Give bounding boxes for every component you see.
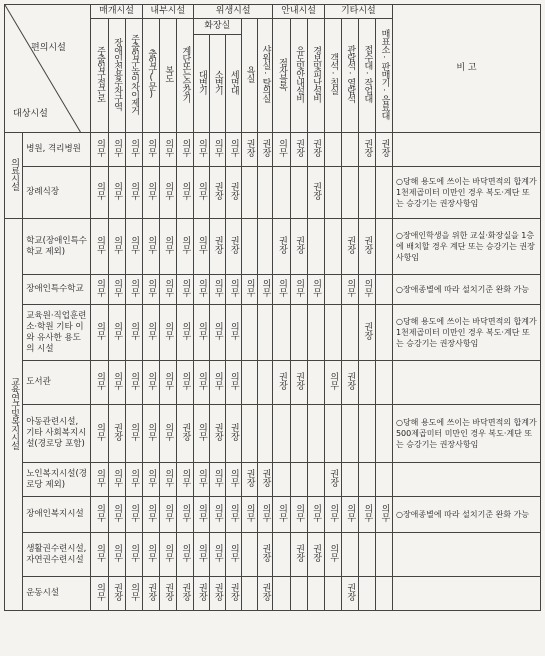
requirement-cell: 의무 bbox=[362, 503, 373, 522]
requirement-cell: 의무 bbox=[196, 138, 207, 157]
requirement-cell: 권장 bbox=[345, 582, 356, 601]
requirement-cell: 의무 bbox=[95, 468, 105, 487]
requirement-cell: 권장 bbox=[112, 582, 123, 601]
requirement-cell: 권장 bbox=[212, 181, 223, 200]
requirement-cell: 의무 bbox=[112, 503, 123, 522]
requirement-cell: 의무 bbox=[212, 321, 223, 340]
requirement-cell: 의무 bbox=[196, 468, 207, 487]
col-header: 장애인전용주차구역 bbox=[112, 37, 123, 110]
requirement-cell: 의무 bbox=[129, 138, 140, 157]
requirement-cell: 의무 bbox=[163, 422, 174, 441]
requirement-cell: 의무 bbox=[294, 503, 305, 522]
toilet-header: 화장실 bbox=[193, 19, 241, 35]
requirement-cell: 의무 bbox=[112, 321, 123, 340]
requirement-cell: 의무 bbox=[345, 503, 356, 522]
requirement-cell: 권장 bbox=[228, 582, 239, 601]
row-category: 장애인특수학교 bbox=[23, 275, 91, 305]
requirement-cell: 의무 bbox=[129, 181, 140, 200]
requirement-cell: 권장 bbox=[212, 422, 223, 441]
requirement-cell: 권장 bbox=[362, 235, 373, 254]
requirement-cell: 의무 bbox=[180, 543, 191, 562]
requirement-cell: 의무 bbox=[260, 503, 271, 522]
col-header: 객석·침실 bbox=[328, 53, 339, 94]
requirement-cell: 의무 bbox=[112, 278, 123, 297]
requirement-cell: 권장 bbox=[260, 138, 271, 157]
requirement-cell: 의무 bbox=[146, 468, 157, 487]
requirement-cell: 권장 bbox=[260, 468, 271, 487]
row-category: 장애인복지시설 bbox=[23, 497, 91, 533]
requirement-cell: 의무 bbox=[129, 582, 140, 601]
remark-note bbox=[392, 533, 540, 577]
col-header: 샤워실·탈의실 bbox=[260, 45, 271, 102]
requirement-cell: 권장 bbox=[228, 235, 239, 254]
requirement-cell: 권장 bbox=[311, 138, 322, 157]
requirement-cell: 의무 bbox=[95, 235, 105, 254]
requirement-cell: 의무 bbox=[129, 422, 140, 441]
requirement-cell: 의무 bbox=[112, 371, 123, 390]
requirement-cell: 권장 bbox=[277, 371, 288, 390]
requirement-cell: 의무 bbox=[163, 235, 174, 254]
table-row bbox=[5, 167, 541, 219]
requirement-cell: 의무 bbox=[146, 543, 157, 562]
table-row bbox=[5, 405, 541, 463]
requirement-cell: 권장 bbox=[294, 371, 305, 390]
requirement-cell: 의무 bbox=[260, 278, 271, 297]
requirement-cell: 권장 bbox=[228, 422, 239, 441]
facility-table bbox=[4, 4, 541, 611]
group-header-sanitary: 위생시설 bbox=[193, 5, 273, 19]
requirement-cell: 의무 bbox=[129, 503, 140, 522]
remark-note: ○당해 용도에 쓰이는 바닥면적의 합계가 1천제곱미터 미만인 경우 복도·계단 또는 승강기는 권장사항임 bbox=[392, 167, 540, 219]
table-row bbox=[5, 361, 541, 405]
requirement-cell: 의무 bbox=[228, 543, 239, 562]
requirement-cell: 의무 bbox=[328, 371, 339, 390]
header-corner bbox=[5, 5, 91, 133]
row-category: 학교(장애인특수학교 제외) bbox=[23, 219, 91, 275]
requirement-cell: 권장 bbox=[294, 138, 305, 157]
requirement-cell: 의무 bbox=[95, 181, 105, 200]
requirement-cell: 의무 bbox=[129, 468, 140, 487]
side-label-edu: 교육연구및복지시설 bbox=[9, 376, 20, 449]
requirement-cell: 의무 bbox=[95, 422, 105, 441]
requirement-cell: 권장 bbox=[362, 321, 373, 340]
requirement-cell: 의무 bbox=[129, 371, 140, 390]
requirement-cell: 의무 bbox=[196, 235, 207, 254]
row-category: 아동관련시설, 기타 사회복지시설(경로당 포함) bbox=[23, 405, 91, 463]
requirement-cell: 의무 bbox=[228, 138, 239, 157]
requirement-cell: 의무 bbox=[212, 138, 223, 157]
table-row bbox=[5, 275, 541, 305]
requirement-cell: 의무 bbox=[228, 278, 239, 297]
requirement-cell: 의무 bbox=[196, 543, 207, 562]
requirement-cell: 의무 bbox=[228, 503, 239, 522]
table-row bbox=[5, 577, 541, 611]
remark-note bbox=[392, 463, 540, 497]
remarks-header: 비 고 bbox=[392, 5, 540, 133]
requirement-cell: 의무 bbox=[328, 503, 339, 522]
requirement-cell: 권장 bbox=[328, 468, 339, 487]
requirement-cell: 의무 bbox=[163, 138, 174, 157]
requirement-cell: 의무 bbox=[277, 503, 288, 522]
row-category: 운동시설 bbox=[23, 577, 91, 611]
requirement-cell: 권장 bbox=[260, 543, 271, 562]
table-row bbox=[5, 497, 541, 533]
requirement-cell: 의무 bbox=[129, 321, 140, 340]
remark-note bbox=[392, 361, 540, 405]
col-header: 점자블록 bbox=[277, 57, 288, 90]
requirement-cell: 권장 bbox=[180, 422, 191, 441]
requirement-cell: 권장 bbox=[180, 582, 191, 601]
requirement-cell: 권장 bbox=[345, 371, 356, 390]
requirement-cell: 의무 bbox=[95, 278, 105, 297]
col-header: 소변기 bbox=[212, 69, 223, 94]
requirement-cell: 의무 bbox=[212, 371, 223, 390]
row-category: 장례식장 bbox=[23, 167, 91, 219]
requirement-cell: 의무 bbox=[163, 278, 174, 297]
requirement-cell: 의무 bbox=[180, 371, 191, 390]
requirement-cell: 의무 bbox=[95, 582, 105, 601]
requirement-cell: 권장 bbox=[244, 468, 255, 487]
requirement-cell: 의무 bbox=[95, 543, 105, 562]
requirement-cell: 의무 bbox=[129, 278, 140, 297]
table-row bbox=[5, 133, 541, 167]
col-header: 접수대·작업대 bbox=[362, 45, 373, 102]
requirement-cell: 의무 bbox=[163, 543, 174, 562]
col-header: 관람석·열람석 bbox=[345, 45, 356, 102]
group-header-access: 매개시설 bbox=[91, 5, 142, 19]
requirement-cell: 의무 bbox=[328, 543, 339, 562]
requirement-cell: 의무 bbox=[180, 181, 191, 200]
requirement-cell: 의무 bbox=[112, 543, 123, 562]
requirement-cell: 의무 bbox=[379, 503, 390, 522]
requirement-cell: 의무 bbox=[180, 321, 191, 340]
col-header: 세면대 bbox=[228, 69, 239, 94]
row-category: 생활권수련시설, 자연권수련시설 bbox=[23, 533, 91, 577]
group-header-interior: 내부시설 bbox=[142, 5, 193, 19]
requirement-cell: 의무 bbox=[112, 235, 123, 254]
requirement-cell: 의무 bbox=[311, 503, 322, 522]
table-row bbox=[5, 463, 541, 497]
requirement-cell: 의무 bbox=[311, 278, 322, 297]
requirement-cell: 의무 bbox=[146, 181, 157, 200]
table-row bbox=[5, 305, 541, 361]
requirement-cell: 의무 bbox=[146, 321, 157, 340]
requirement-cell: 의무 bbox=[294, 278, 305, 297]
requirement-cell: 권장 bbox=[163, 582, 174, 601]
requirement-cell: 권장 bbox=[244, 138, 255, 157]
remark-note bbox=[392, 577, 540, 611]
requirement-cell: 권장 bbox=[277, 235, 288, 254]
requirement-cell: 의무 bbox=[163, 503, 174, 522]
requirement-cell: 권장 bbox=[379, 138, 390, 157]
requirement-cell: 의무 bbox=[95, 503, 105, 522]
table-row bbox=[5, 219, 541, 275]
requirement-cell: 의무 bbox=[228, 321, 239, 340]
corner-top-label: 편의시설 bbox=[31, 43, 66, 53]
requirement-cell: 의무 bbox=[146, 371, 157, 390]
requirement-cell: 의무 bbox=[196, 422, 207, 441]
requirement-cell: 권장 bbox=[212, 235, 223, 254]
group-header-other: 기타시설 bbox=[324, 5, 392, 19]
requirement-cell: 의무 bbox=[146, 422, 157, 441]
requirement-cell: 의무 bbox=[244, 503, 255, 522]
requirement-cell: 의무 bbox=[180, 278, 191, 297]
requirement-cell: 의무 bbox=[146, 503, 157, 522]
requirement-cell: 의무 bbox=[180, 503, 191, 522]
requirement-cell: 의무 bbox=[228, 371, 239, 390]
requirement-cell: 의무 bbox=[212, 503, 223, 522]
requirement-cell: 권장 bbox=[146, 582, 157, 601]
requirement-cell: 의무 bbox=[95, 371, 105, 390]
requirement-cell: 의무 bbox=[163, 181, 174, 200]
requirement-cell: 의무 bbox=[212, 468, 223, 487]
requirement-cell: 의무 bbox=[244, 278, 255, 297]
requirement-cell: 권장 bbox=[311, 543, 322, 562]
requirement-cell: 의무 bbox=[163, 321, 174, 340]
requirement-cell: 의무 bbox=[196, 503, 207, 522]
col-header: 주출입구접근로 bbox=[95, 45, 105, 102]
requirement-cell: 의무 bbox=[212, 543, 223, 562]
requirement-cell: 권장 bbox=[196, 582, 207, 601]
requirement-cell: 의무 bbox=[212, 278, 223, 297]
requirement-cell: 의무 bbox=[146, 235, 157, 254]
requirement-cell: 의무 bbox=[129, 235, 140, 254]
requirement-cell: 의무 bbox=[95, 138, 105, 157]
col-header: 유도및안내설비 bbox=[294, 45, 305, 102]
requirement-cell: 권장 bbox=[311, 181, 322, 200]
requirement-cell: 의무 bbox=[277, 278, 288, 297]
table-row bbox=[5, 533, 541, 577]
requirement-cell: 권장 bbox=[228, 181, 239, 200]
requirement-cell: 의무 bbox=[277, 138, 288, 157]
requirement-cell: 권장 bbox=[362, 138, 373, 157]
col-header: 출입구(문) bbox=[146, 48, 157, 99]
remark-note: ○장애종별에 따라 설치기준 완화 가능 bbox=[392, 275, 540, 305]
requirement-cell: 의무 bbox=[95, 321, 105, 340]
row-category: 노인복지시설(경로당 제외) bbox=[23, 463, 91, 497]
remark-note: ○장애인학생을 위한 교실·화장실을 1층에 배치할 경우 계단 또는 승강기는 권장사항임 bbox=[392, 219, 540, 275]
corner-bottom-label: 대상시설 bbox=[13, 109, 48, 119]
requirement-cell: 의무 bbox=[146, 138, 157, 157]
col-header: 대변기 bbox=[196, 69, 207, 94]
col-header: 계단또는승강기 bbox=[180, 45, 191, 102]
requirement-cell: 의무 bbox=[112, 468, 123, 487]
remark-note: ○당해 용도에 쓰이는 바닥면적의 합계가 500제곱미터 미만인 경우 복도·계단 또는 승강기는 권장사항임 bbox=[392, 405, 540, 463]
requirement-cell: 의무 bbox=[345, 278, 356, 297]
requirement-cell: 의무 bbox=[196, 181, 207, 200]
requirement-cell: 의무 bbox=[228, 468, 239, 487]
col-header: 주출입구높이차이제거 bbox=[129, 33, 140, 114]
group-header-guide: 안내시설 bbox=[273, 5, 324, 19]
requirement-cell: 의무 bbox=[180, 468, 191, 487]
requirement-cell: 권장 bbox=[294, 543, 305, 562]
requirement-cell: 의무 bbox=[196, 321, 207, 340]
col-header: 복도 bbox=[163, 65, 174, 82]
requirement-cell: 의무 bbox=[180, 235, 191, 254]
remark-note: ○당해 용도에 쓰이는 바닥면적의 합계가 1천제곱미터 미만인 경우 복도·계단 또는 승강기는 권장사항임 bbox=[392, 305, 540, 361]
requirement-cell: 의무 bbox=[112, 181, 123, 200]
requirement-cell: 의무 bbox=[163, 371, 174, 390]
remark-note bbox=[392, 133, 540, 167]
requirement-cell: 의무 bbox=[196, 371, 207, 390]
requirement-cell: 의무 bbox=[163, 468, 174, 487]
row-category: 병원, 격리병원 bbox=[23, 133, 91, 167]
col-header: 매표소·판매기·음료대 bbox=[379, 28, 390, 119]
requirement-cell: 권장 bbox=[345, 235, 356, 254]
requirement-cell: 의무 bbox=[196, 278, 207, 297]
row-category: 교육원·직업훈련소·학원 기타 이와 유사한 용도의 시설 bbox=[23, 305, 91, 361]
requirement-cell: 의무 bbox=[362, 278, 373, 297]
requirement-cell: 의무 bbox=[112, 138, 123, 157]
col-header: 욕실 bbox=[244, 65, 255, 82]
side-label-medical: 의료시설 bbox=[9, 157, 20, 190]
requirement-cell: 의무 bbox=[180, 138, 191, 157]
remark-note: ○장애종별에 따라 설치기준 완화 가능 bbox=[392, 497, 540, 533]
requirement-cell: 권장 bbox=[260, 582, 271, 601]
requirement-cell: 권장 bbox=[112, 422, 123, 441]
requirement-cell: 권장 bbox=[212, 582, 223, 601]
requirement-cell: 권장 bbox=[294, 235, 305, 254]
requirement-cell: 의무 bbox=[146, 278, 157, 297]
row-category: 도서관 bbox=[23, 361, 91, 405]
col-header: 경보및피난설비 bbox=[311, 45, 322, 102]
requirement-cell: 의무 bbox=[129, 543, 140, 562]
